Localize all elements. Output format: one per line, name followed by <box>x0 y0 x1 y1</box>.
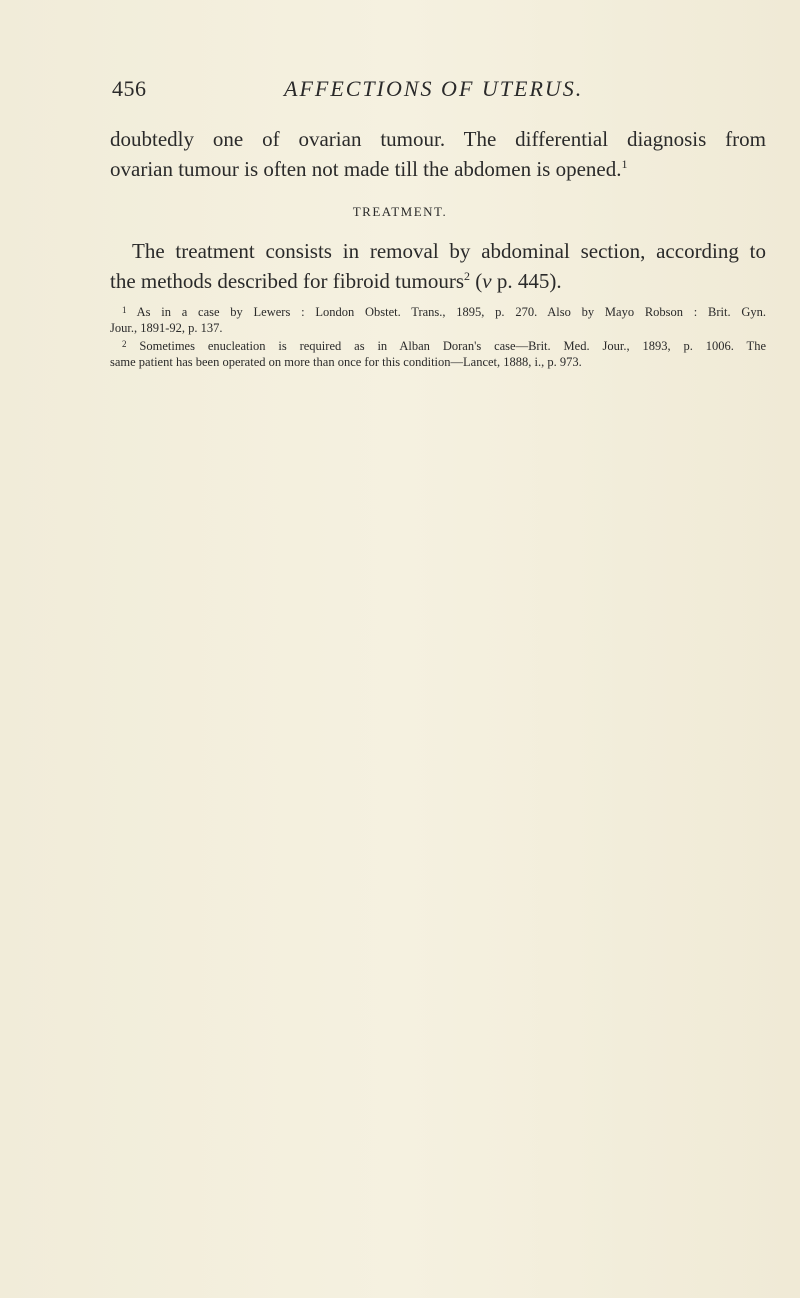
vide-abbreviation: v <box>482 269 492 293</box>
page-number: 456 <box>112 76 147 101</box>
page-header <box>112 76 766 104</box>
text-line <box>110 154 766 184</box>
footnote-reference: 2 <box>464 269 471 283</box>
paragraph-treatment <box>110 236 766 296</box>
text-line: The treatment consists in removal by abdominal section, according to <box>132 239 766 263</box>
paragraph-differential-diagnosis <box>110 124 766 184</box>
footnotes <box>110 302 766 370</box>
footnote-text: As in a case by Lewers : London Obstet. Trans., 1895, p. 270. Also by Mayo Robson : Brit. Gyn. <box>136 305 767 319</box>
footnote-marker: 1 <box>122 305 127 315</box>
text-fragment: the methods described for fibroid tumours <box>110 269 465 293</box>
footnote-reference: 1 <box>621 157 628 171</box>
footnote-2-continued: same patient has been operated on more than once for this condition—Lancet, 1888, i., p. 973. <box>110 355 582 369</box>
footnote-1-continued: Jour., 1891-92, p. 137. <box>110 321 223 335</box>
text-fragment: p. 445). <box>491 269 562 293</box>
footnote-marker: 2 <box>122 339 127 349</box>
section-heading: TREATMENT. <box>352 204 448 219</box>
footnote-2 <box>110 336 766 354</box>
running-head: AFFECTIONS OF UTERUS. <box>284 76 584 101</box>
text-fragment: ( <box>470 269 483 293</box>
footnote-text: Sometimes enucleation is required as in Alban Doran's case—Brit. Med. Jour., 1893, p. 1006. The <box>139 339 766 353</box>
text-line <box>110 266 766 296</box>
text-line: doubtedly one of ovarian tumour. The differential diagnosis from <box>110 127 766 151</box>
text-fragment: ovarian tumour is often not made till the abdomen is opened. <box>110 157 622 181</box>
footnote-1 <box>110 302 766 320</box>
